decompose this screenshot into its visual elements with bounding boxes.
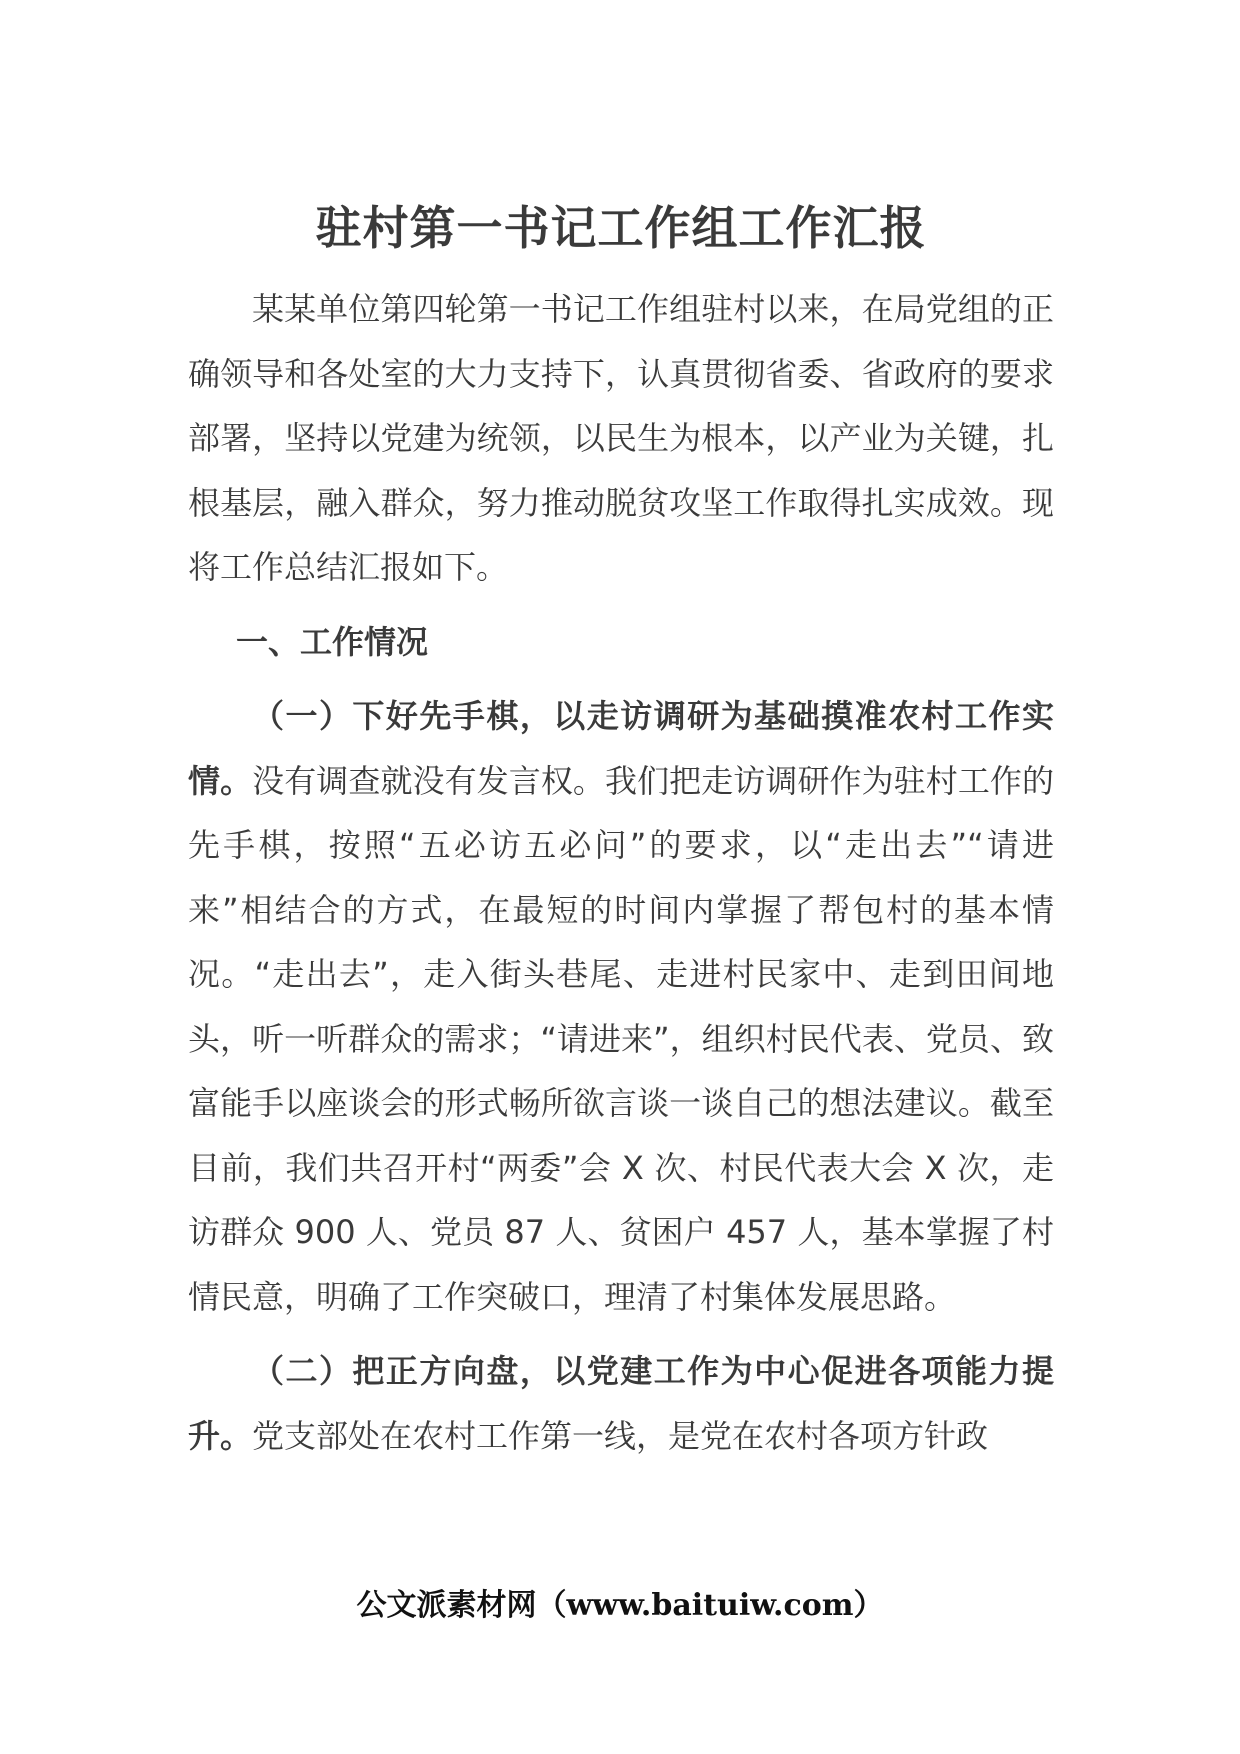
footer-watermark: 公文派素材网（www.baituiw.com） bbox=[356, 1588, 884, 1623]
subsection-1-lead: （一）下好先手棋，以走访调研为基础摸准农村工作实情。 bbox=[188, 697, 1054, 800]
document-body bbox=[188, 277, 1054, 1468]
subsection-2-paragraph bbox=[188, 1339, 1054, 1468]
subsection-1-paragraph bbox=[188, 684, 1054, 1329]
subsection-2-lead: （二）把正方向盘，以党建工作为中心促进各项能力提升。 bbox=[188, 1352, 1054, 1455]
subsection-1-body: 没有调查就没有发言权。我们把走访调研作为驻村工作的先手棋，按照“五必访五必问”的要求，以“走出去”“请进来”相结合的方式，在最短的时间内掌握了帮包村的基本情况。“走出去”，走入街头巷尾、走进村民家中、走到田间地头，听一听群众的需求；“请进来”，组织村民代表、党员、致富能手以座谈会的形式畅所欲言谈一谈自己的想法建议。截至目前，我们共召开村“两委”会 X 次、村民代表大会 X 次，走访群众 900 人、党员 87 人、贫困户 457 人，基本掌握了村情民意，明确了工作突破口，理清了村集体发展思路。 bbox=[188, 761, 1054, 1316]
intro-paragraph: 某某单位第四轮第一书记工作组驻村以来，在局党组的正确领导和各处室的大力支持下，认真贯彻省委、省政府的要求部署，坚持以党建为统领，以民生为根本，以产业为关键，扎根基层，融入群众，努力推动脱贫攻坚工作取得扎实成效。现将工作总结汇报如下。 bbox=[188, 290, 1054, 586]
subsection-2-body: 党支部处在农村工作第一线，是党在农村各项方针政 bbox=[252, 1416, 989, 1455]
section-heading-work-status: 一、工作情况 bbox=[236, 622, 429, 661]
document-title: 驻村第一书记工作组工作汇报 bbox=[315, 201, 927, 255]
